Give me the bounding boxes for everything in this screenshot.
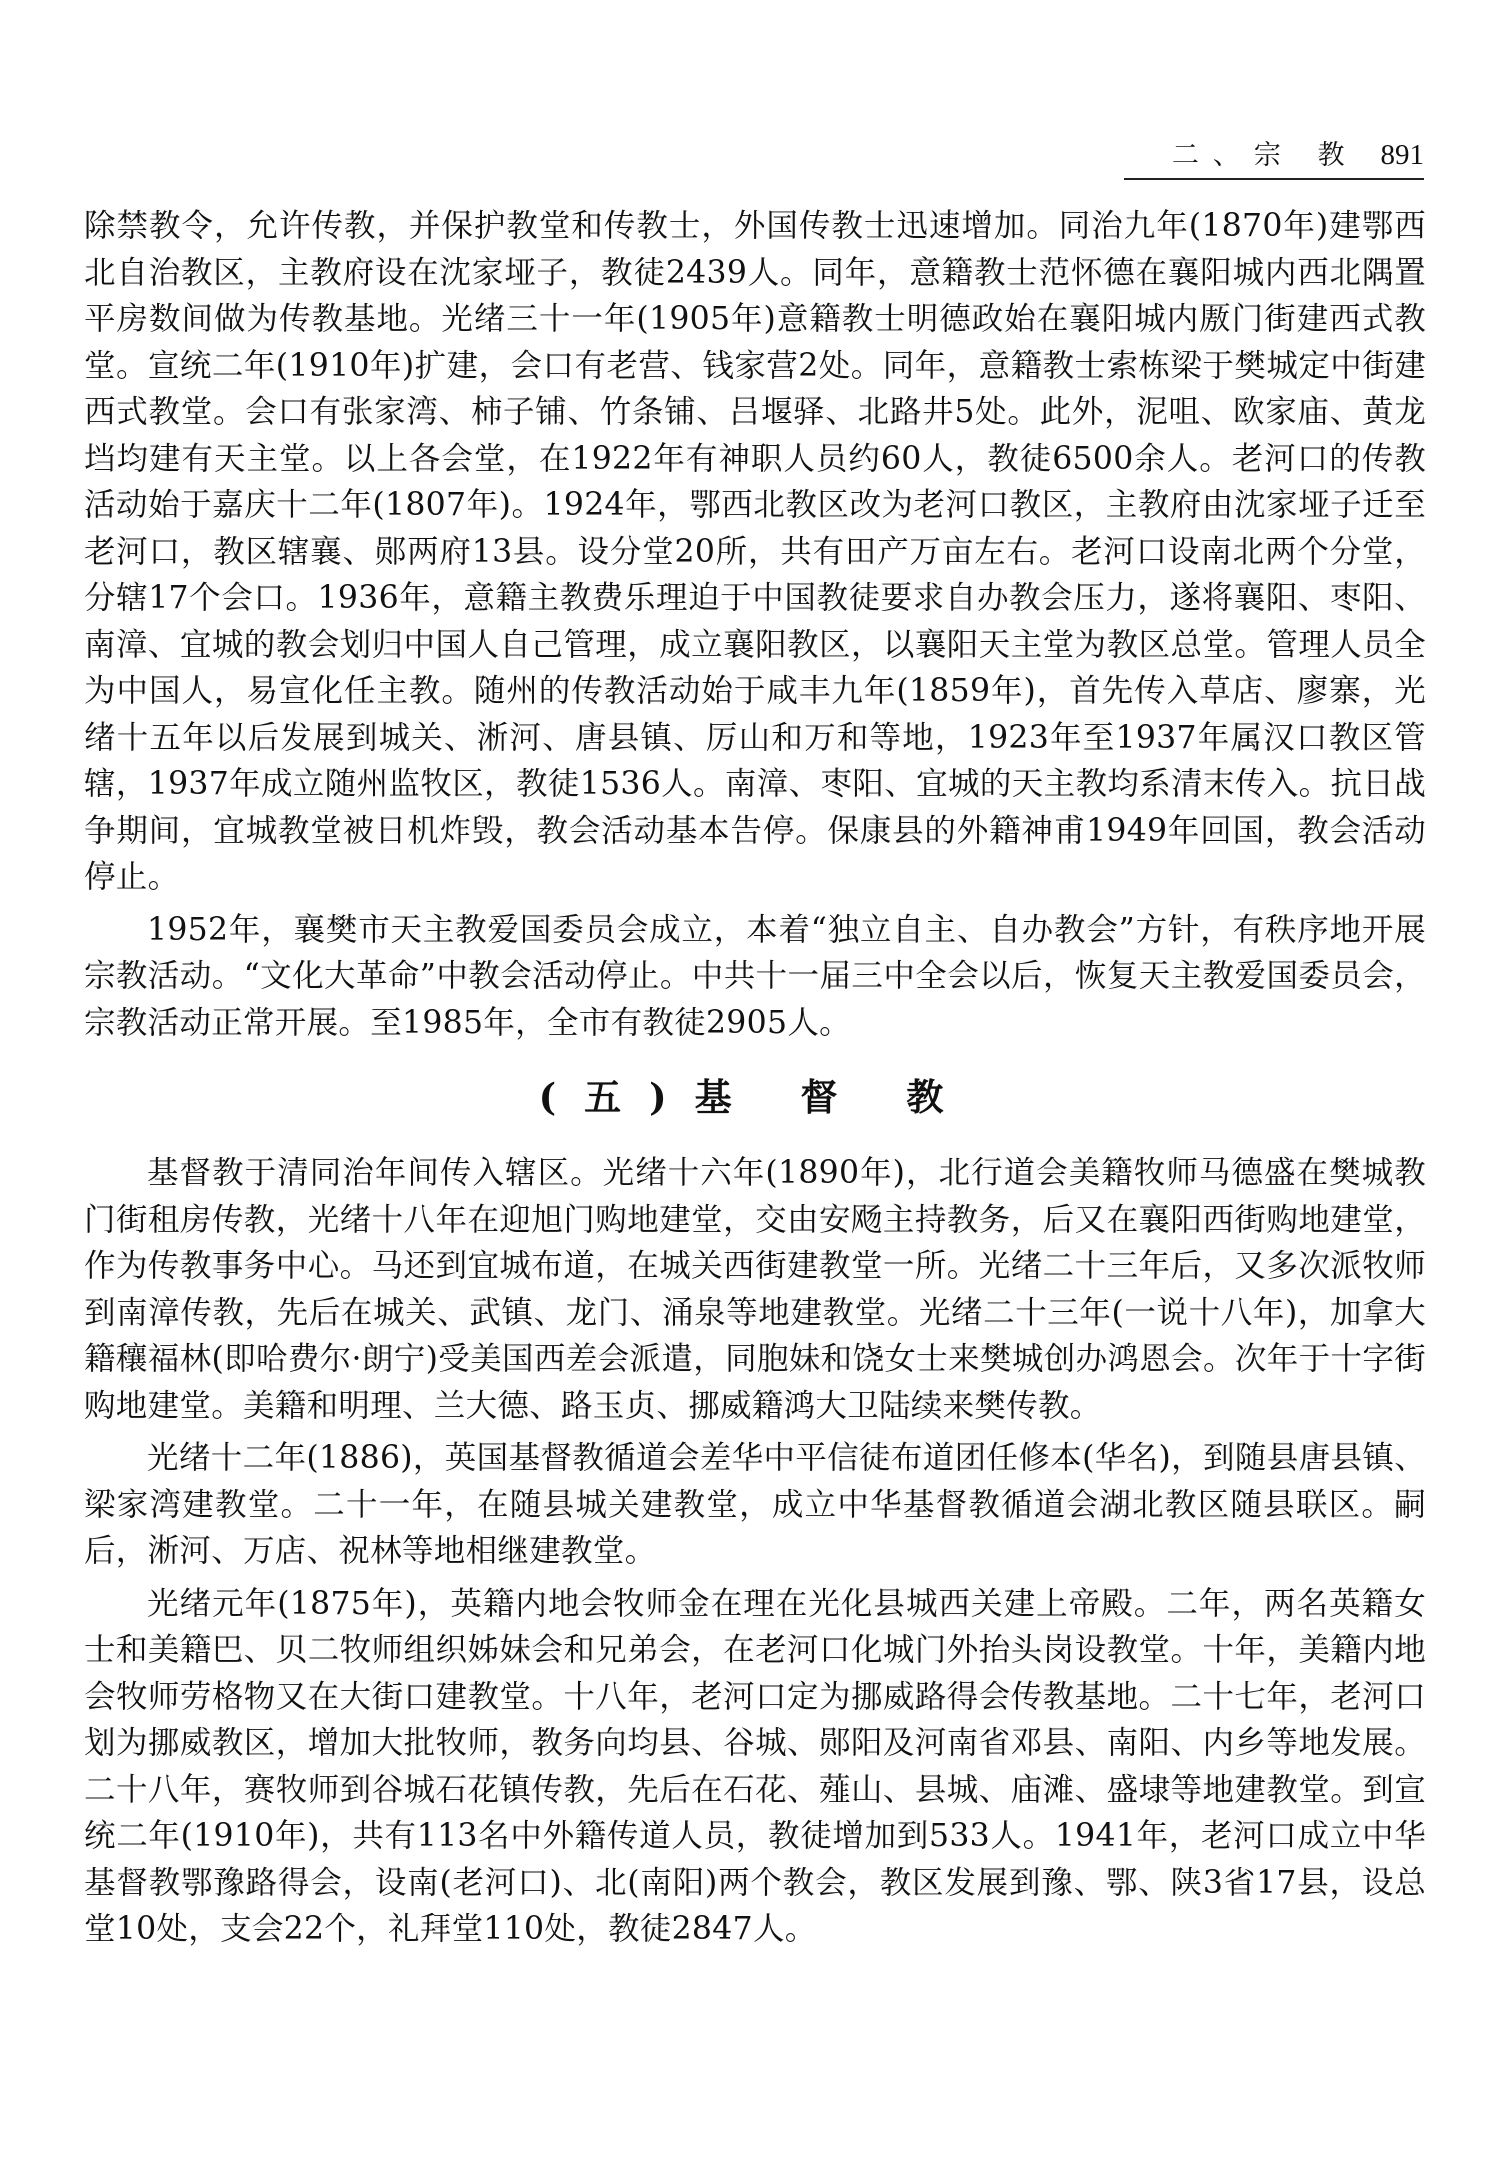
paragraph-protestant-laohekou: 光绪元年(1875年)，英籍内地会牧师金在理在光化县城西关建上帝殿。二年，两名英籍女士和美籍巴、贝二牧师组织姊妹会和兄弟会，在老河口化城门外抬头岗设教堂。十年，美籍内地会牧师劳格物又在大街口建教堂。十八年，老河口定为挪威路得会传教基地。二十七年，老河口划为挪威教区，增加大批牧师，教务向均县、谷城、郧阳及河南省邓县、南阳、内乡等地发展。二十八年，赛牧师到谷城石花镇传教，先后在石花、薤山、县城、庙滩、盛埭等地建教堂。到宣统二年(1910年)，共有113名中外籍传道人员，教徒增加到533人。1941年，老河口成立中华基督教鄂豫路得会，设南(老河口)、北(南阳)两个教会，教区发展到豫、鄂、陕3省17县，设总堂10处，支会22个，礼拜堂110处，教徒2847人。 bbox=[84, 1585, 1426, 1947]
running-header bbox=[1124, 132, 1424, 180]
page-number: 891 bbox=[1380, 139, 1424, 171]
paragraph-protestant-methodist: 光绪十二年(1886)，英国基督教循道会差华中平信徒布道团任修本(华名)，到随县唐县镇、梁家湾建教堂。二十一年，在随县城关建教堂，成立中华基督教循道会湖北教区随县联区。嗣后，淅河、万店、祝林等地相继建教堂。 bbox=[84, 1440, 1426, 1569]
paragraph-catholic-continued: 除禁教令，允许传教，并保护教堂和传教士，外国传教士迅速增加。同治九年(1870年)建鄂西北自治教区，主教府设在沈家垭子，教徒2439人。同年，意籍教士范怀德在襄阳城内西北隅置平房数间做为传教基地。光绪三十一年(1905年)意籍教士明德政始在襄阳城内厫门街建西式教堂。宣统二年(1910年)扩建，会口有老营、钱家营2处。同年，意籍教士索栋梁于樊城定中街建西式教堂。会口有张家湾、柿子铺、竹条铺、吕堰驿、北路井5处。此外，泥咀、欧家庙、黄龙垱均建有天主堂。以上各会堂，在1922年有神职人员约60人，教徒6500余人。老河口的传教活动始于嘉庆十二年(1807年)。1924年，鄂西北教区改为老河口教区，主教府由沈家垭子迁至老河口，教区辖襄、郧两府13县。设分堂20所，共有田产万亩左右。老河口设南北两个分堂，分辖17个会口。1936年，意籍主教费乐理迫于中国教徒要求自办教会压力，遂将襄阳、枣阳、南漳、宜城的教会划归中国人自己管理，成立襄阳教区，以襄阳天主堂为教区总堂。管理人员全为中国人，易宣化任主教。随州的传教活动始于咸丰九年(1859年)，首先传入草店、廖寨，光绪十五年以后发展到城关、淅河、唐县镇、厉山和万和等地，1923年至1937年属汉口教区管辖，1937年成立随州监牧区，教徒1536人。南漳、枣阳、宜城的天主教均系清末传入。抗日战争期间，宜城教堂被日机炸毁，教会活动基本告停。保康县的外籍神甫1949年回国，教会活动停止。 bbox=[84, 208, 1426, 895]
paragraph-protestant-intro: 基督教于清同治年间传入辖区。光绪十六年(1890年)，北行道会美籍牧师马德盛在樊城教门街租房传教，光绪十八年在迎旭门购地建堂，交由安飏主持教务，后又在襄阳西街购地建堂，作为传教事务中心。马还到宜城布道，在城关西街建教堂一所。光绪二十三年后，又多次派牧师到南漳传教，先后在城关、武镇、龙门、涌泉等地建教堂。光绪二十三年(一说十八年)，加拿大籍穰福林(即哈费尔·朗宁)受美国西差会派遣，同胞妹和饶女士来樊城创办鸿恩会。次年于十字街购地建堂。美籍和明理、兰大德、路玉贞、挪威籍鸿大卫陆续来樊传教。 bbox=[84, 1155, 1426, 1424]
section-heading-protestantism: (五)基 督 教 bbox=[538, 1075, 972, 1119]
header-section-title: 二、宗 教 bbox=[1171, 140, 1359, 171]
paragraph-catholic-1952: 1952年，襄樊市天主教爱国委员会成立，本着“独立自主、自办教会”方针，有秩序地开展宗教活动。“文化大革命”中教会活动停止。中共十一届三中全会以后，恢复天主教爱国委员会，宗教活动正常开展。至1985年，全市有教徒2905人。 bbox=[84, 911, 1426, 1041]
page-body bbox=[84, 203, 1426, 1953]
